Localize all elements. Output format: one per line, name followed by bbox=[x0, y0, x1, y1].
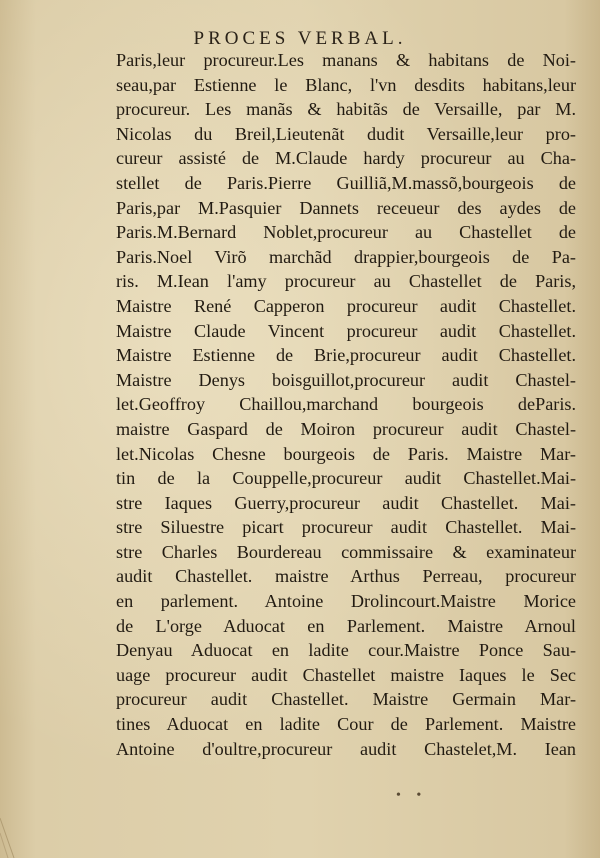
text-line: stre Charles Bourdereau commissaire & examinateur bbox=[116, 541, 576, 562]
text-line: tines Aduocat en ladite Cour de Parlement. Maistre bbox=[116, 714, 576, 735]
text-line: Maistre Claude Vincent procureur audit Chastellet. bbox=[116, 320, 576, 341]
running-head: PROCES VERBAL. bbox=[193, 28, 407, 49]
text-line: stellet de Paris.Pierre Guilliã,M.massõ,bourgeois de bbox=[116, 172, 576, 193]
text-line: ris. M.Iean l'amy procureur au Chastellet de Paris, bbox=[116, 271, 576, 292]
text-line: Nicolas du Breil,Lieutenãt dudit Versaille,leur pro- bbox=[116, 123, 576, 144]
text-line: maistre Gaspard de Moiron procureur audit Chastel- bbox=[116, 418, 576, 439]
text-line: en parlement. Antoine Drolincourt.Maistre Morice bbox=[116, 591, 576, 612]
text-line: Paris,leur procureur.Les manans & habitans de Noi- bbox=[116, 50, 576, 70]
text-line: Maistre René Capperon procureur audit Chastellet. bbox=[116, 295, 576, 316]
text-line: let.Geoffroy Chaillou,marchand bourgeois deParis. bbox=[116, 394, 576, 415]
text-line: audit Chastellet. maistre Arthus Perreau, procureur bbox=[116, 566, 576, 587]
text-line: let.Nicolas Chesne bourgeois de Paris. Maistre Mar- bbox=[116, 443, 576, 464]
text-line: stre Siluestre picart procureur audit Chastellet. Mai- bbox=[116, 517, 576, 538]
body-text bbox=[116, 48, 576, 761]
text-line: Paris.Noel Virõ marchãd drappier,bourgeois de Pa- bbox=[116, 246, 576, 267]
text-line: Denyau Aduocat en ladite cour.Maistre Ponce Sau- bbox=[116, 640, 576, 661]
text-line: seau,par Estienne le Blanc, l'vn desdits habitans,leur bbox=[116, 74, 576, 95]
text-line: cureur assisté de M.Claude hardy procureur au Cha- bbox=[116, 148, 576, 169]
text-line: Paris.M.Bernard Noblet,procureur au Chastellet de bbox=[116, 222, 576, 243]
text-line: Paris,par M.Pasquier Dannets receueur des aydes de bbox=[116, 197, 576, 218]
text-line: Maistre Denys boisguillot,procureur audit Chastel- bbox=[116, 369, 576, 390]
text-line: de L'orge Aduocat en Parlement. Maistre Arnoul bbox=[116, 615, 576, 636]
text-line: procureur. Les manãs & habitãs de Versaille, par M. bbox=[116, 99, 576, 120]
text-line: Maistre Estienne de Brie,procureur audit Chastellet. bbox=[116, 345, 576, 366]
text-line: tin de la Couppelle,procureur audit Chastellet.Mai- bbox=[116, 468, 576, 489]
text-line: stre Iaques Guerry,procureur audit Chastellet. Mai- bbox=[116, 492, 576, 513]
footer-ornament: • • bbox=[396, 788, 428, 803]
text-line: uage procureur audit Chastellet maistre Iaques le Sec bbox=[116, 664, 576, 685]
text-line: procureur audit Chastellet. Maistre Germain Mar- bbox=[116, 689, 576, 710]
text-line: Antoine d'oultre,procureur audit Chastelet,M. Iean bbox=[116, 738, 576, 759]
paper-fold-mark bbox=[0, 798, 60, 858]
